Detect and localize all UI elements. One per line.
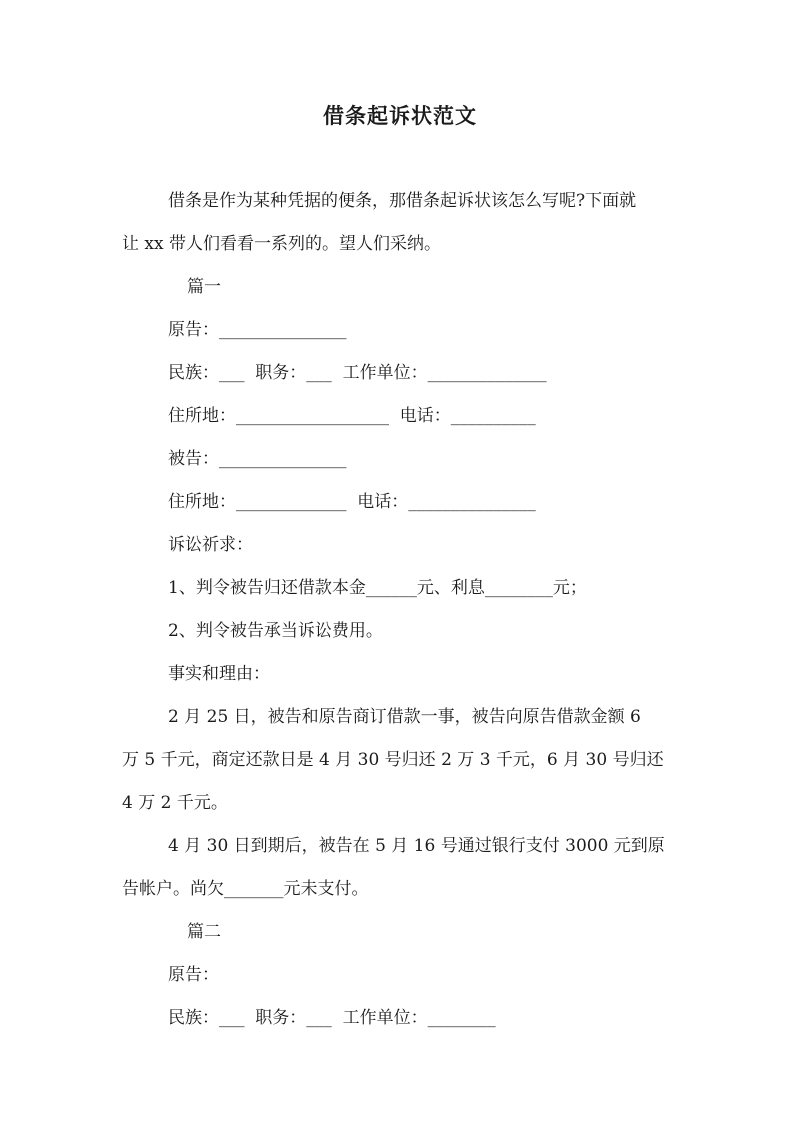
facts-line-4: 4 月 30 日到期后，被告在 5 月 16 号通过银行支付 3000 元到原 (168, 836, 665, 856)
defendant-address-field: 住所地：_____________ 电话：_______________ (168, 492, 536, 512)
intro-line-2: 让 xx 带人们看看一系列的。望人们采纳。 (122, 234, 441, 254)
document-title: 借条起诉状范文 (323, 103, 477, 128)
claims-heading: 诉讼祈求： (168, 535, 253, 555)
facts-heading: 事实和理由： (168, 664, 270, 684)
intro-line-1: 借条是作为某种凭据的便条，那借条起诉状该怎么写呢?下面就 (168, 191, 637, 211)
plaintiff-field-2: 原告： (168, 965, 219, 985)
claim-item-1: 1、判令被告归还借款本金______元、利息________元； (168, 578, 587, 598)
claim-item-2: 2、判令被告承当诉讼费用。 (168, 621, 383, 641)
facts-line-2: 万 5 千元，商定还款日是 4 月 30 号归还 2 万 3 千元，6 月 30 号归还 (122, 750, 664, 770)
plaintiff-address-field: 住所地：__________________ 电话：__________ (168, 406, 536, 426)
facts-line-1: 2 月 25 日，被告和原告商订借款一事，被告向原告借款金额 6 (168, 707, 641, 727)
section-heading-2: 篇二 (187, 922, 221, 942)
plaintiff-field: 原告：_______________ (168, 320, 347, 340)
defendant-field: 被告：_______________ (168, 449, 347, 469)
plaintiff-details-field-2: 民族：___ 职务：___ 工作单位：________ (168, 1008, 496, 1028)
plaintiff-details-field: 民族：___ 职务：___ 工作单位：______________ (168, 363, 547, 383)
facts-line-5: 告帐户。尚欠_______元未支付。 (122, 879, 369, 899)
facts-line-3: 4 万 2 千元。 (122, 793, 228, 813)
section-heading-1: 篇一 (187, 277, 221, 297)
